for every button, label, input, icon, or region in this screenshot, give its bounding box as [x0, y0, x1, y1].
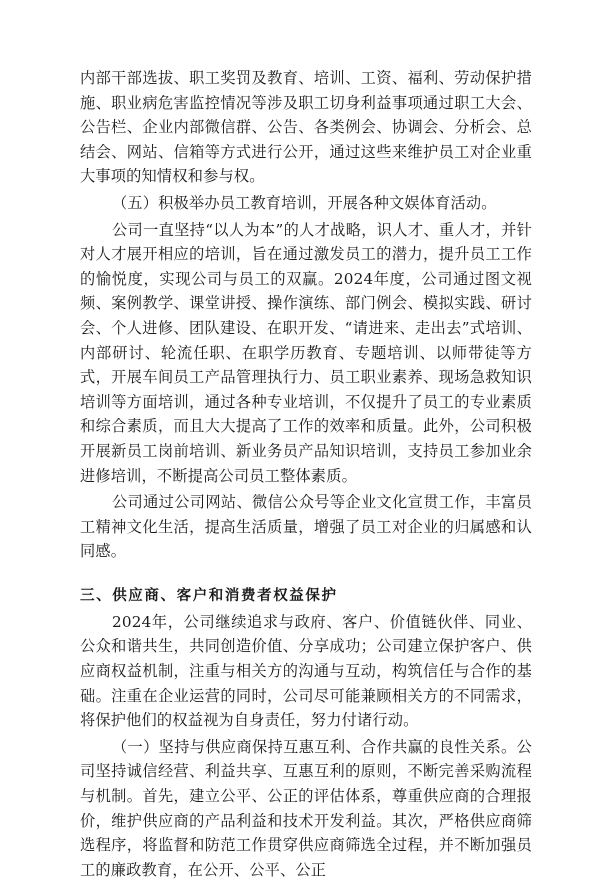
paragraph-stakeholder-mechanism: 2024年，公司继续追求与政府、客户、价值链伙伴、同业、公众和谐共生，共同创造价值、分享成功；公司建立保护客户、供应商权益机制，注重与相关方的沟通与互动，构筑信任与合作的基础。注重在企业运营的同时，公司尽可能兼顾相关方的不同需求，将保护他们的权益视为自身责任，努力付诸行动。 — [80, 612, 532, 730]
paragraph-corporate-culture: 公司通过公司网站、微信公众号等企业文化宣贯工作，丰富员工精神文化生活，提高生活质量，增强了员工对企业的归属感和认同感。 — [80, 493, 532, 561]
paragraph-staff-disclosure: 内部干部选拔、职工奖罚及教育、培训、工资、福利、劳动保护措施、职业病危害监控情况等涉及职工切身利益事项通过职工大会、公告栏、企业内部微信群、公告、各类例会、协调会、分析会、总结会、网站、信箱等方式进行公开，通过这些来维护员工对企业重大事项的知情权和参与权。 — [80, 69, 532, 186]
paragraph-supplier-relations: （一）坚持与供应商保持互惠互利、合作共赢的良性关系。公司坚持诚信经营、利益共享、互惠互利的原则，不断完善采购流程与机制。首先，建立公平、公正的评估体系，尊重供应商的合理报价，维护供应商的产品利益和技术开发利益。其次，严格供应商筛选程序，将监督和防范工作贯穿供应商筛选全过程，并不断加强员工的廉政教育，在公开、公平、公正 — [80, 737, 532, 879]
subheading-training-activities: （五）积极举办员工教育培训，开展各种文娱体育活动。 — [112, 193, 497, 212]
paragraph-talent-training: 公司一直坚持“以人为本”的人才战略，识人才、重人才，并针对人才展开相应的培训，旨在通过激发员工的潜力，提升员工工作的愉悦度，实现公司与员工的双赢。2024年度，公司通过图文视频、案例教学、课堂讲授、操作演练、部门例会、模拟实践、研讨会、个人进修、团队建设、在职开发、“请进来、走出去”式培训、内部研讨、轮流任职、在职学历教育、专题培训、以师带徒等方式，开展车间员工产品管理执行力、员工职业素养、现场急救知识培训等方面培训，通过各种专业培训，不仅提升了员工的专业素质和综合素质，而且大大提高了工作的效率和质量。此外，公司积极开展新员工岗前培训、新业务员产品知识培训，支持员工参加业余进修培训，不断提高公司员工整体素质。 — [80, 220, 532, 485]
document-body — [80, 66, 532, 882]
section-heading-stakeholder-rights: 三、供应商、客户和消费者权益保护 — [80, 587, 338, 604]
